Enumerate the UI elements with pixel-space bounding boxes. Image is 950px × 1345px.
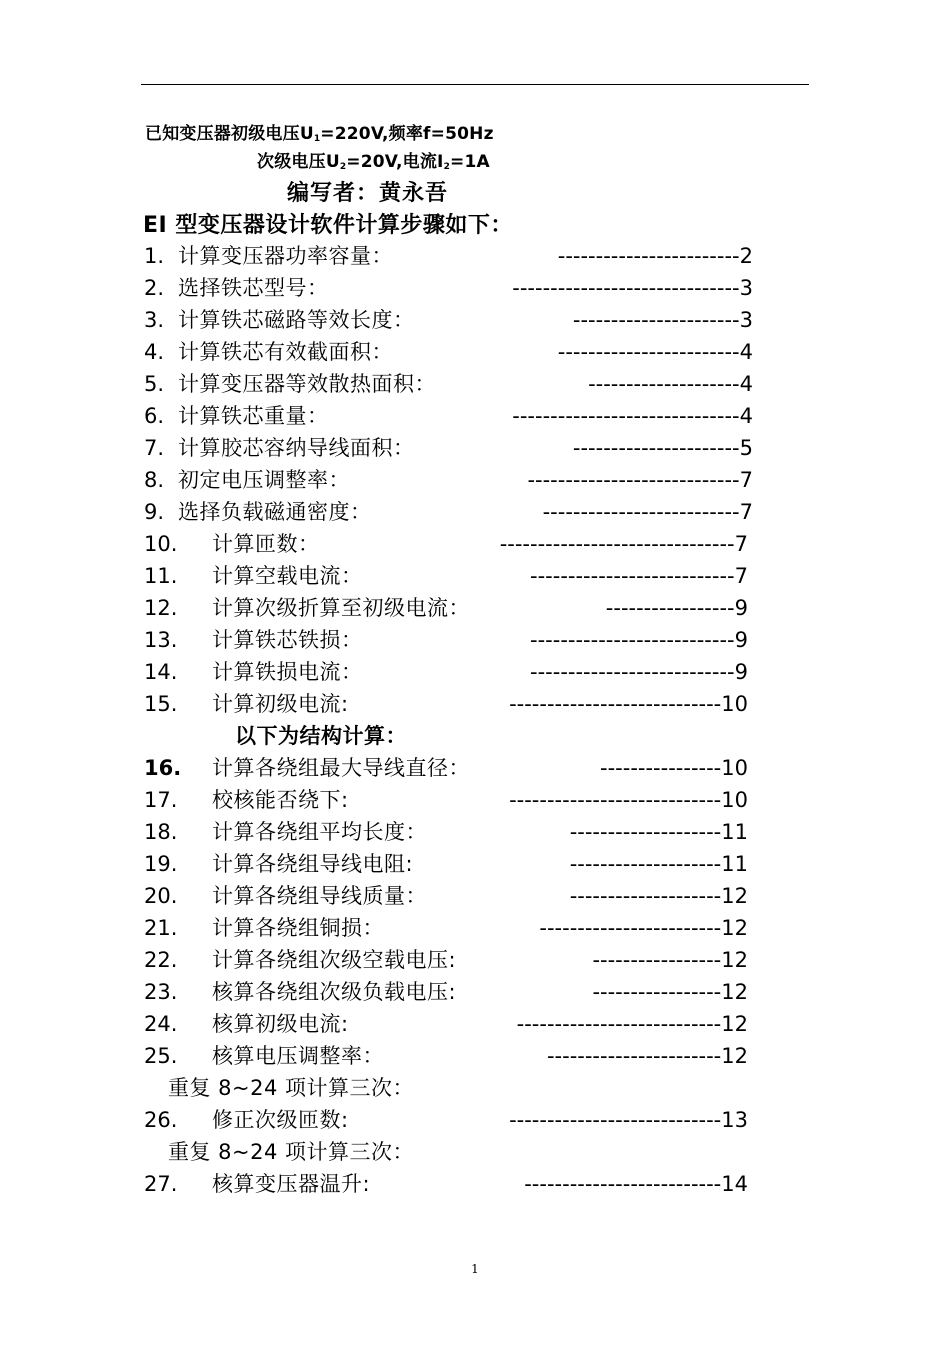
toc-title: 计算各绕组铜损： [212,916,384,940]
toc-page: ---------------------------12 [516,1012,748,1036]
toc-page: ------------------------12 [539,916,748,940]
toc-page: ------------------------------4 [512,404,753,428]
toc-title: 计算胶芯容纳导线面积： [178,436,415,460]
toc-page: --------------------11 [569,852,748,876]
toc-title: 计算变压器等效散热面积： [178,372,436,396]
toc-entry [0,560,950,592]
toc-title: 核算变压器温升: [212,1172,371,1196]
toc-number: 12. [144,596,178,620]
toc-number: 24. [144,1012,178,1036]
toc-page: -----------------12 [592,980,748,1004]
toc-page: ----------------10 [600,756,748,780]
toc-page: -----------------12 [592,948,748,972]
given-primary-label: 已知变压器初级电压 [145,124,300,144]
toc-page: --------------------------7 [542,500,753,524]
toc-number: 21. [144,916,178,940]
toc-entry [0,336,950,368]
toc-number: 8. [144,468,165,492]
header-rule [141,84,809,85]
toc-page: --------------------11 [569,820,748,844]
toc-number: 1. [144,244,165,268]
toc-entry [0,272,950,304]
subscript: 2 [443,162,451,172]
toc-entry [0,752,950,784]
symbol-u: U [325,152,340,172]
toc-entry [0,976,950,1008]
toc-title: 计算各绕组次级空载电压: [212,948,457,972]
toc-page: --------------------12 [569,884,748,908]
toc-page: ---------------------------7 [530,564,748,588]
toc-entry [0,304,950,336]
toc-page: ---------------------------9 [530,660,748,684]
toc-note [0,1136,950,1168]
toc-title: 计算铁损电流： [212,660,363,684]
toc-title: 计算铁芯有效截面积： [178,340,393,364]
toc-entry [0,240,950,272]
toc-title: 计算铁芯磁路等效长度： [178,308,415,332]
toc-number: 16. [144,756,182,780]
toc-page: --------------------4 [588,372,753,396]
toc-entry [0,912,950,944]
given-secondary-label: 次级电压 [257,152,326,172]
toc-number: 9. [144,500,165,524]
toc-title: 计算次级折算至初级电流： [212,596,470,620]
toc-page: ----------------------------7 [527,468,753,492]
toc-entry [0,464,950,496]
toc-number: 13. [144,628,178,652]
toc-page: -------------------------------7 [499,532,748,556]
symbol-u: U [299,124,314,144]
toc-note [0,1072,950,1104]
toc-heading: EI 型变压器设计软件计算步骤如下： [143,213,513,238]
toc-entry [0,592,950,624]
page-number: 1 [471,1262,479,1276]
given-primary-line [145,119,494,144]
toc-entry [0,880,950,912]
toc-entry [0,400,950,432]
given-primary-values: =220V,频率f=50Hz [320,124,494,144]
given-secondary-voltage: =20V,电流 [346,152,438,172]
subscript: 1 [313,134,321,144]
toc-entry [0,944,950,976]
subscript: 2 [339,162,347,172]
toc-entry [0,1104,950,1136]
author-line: 编写者：黄永吾 [287,181,449,206]
toc-page: ----------------------5 [572,436,753,460]
toc-number: 5. [144,372,165,396]
toc-entry [0,496,950,528]
toc-title: 计算各绕组导线质量： [212,884,427,908]
toc-number: 23. [144,980,178,1004]
toc-title: 计算匝数： [212,532,320,556]
toc-title: 计算空载电流： [212,564,363,588]
toc-page: ----------------------------13 [509,1108,748,1132]
toc-entry [0,528,950,560]
toc-page: -----------------------12 [546,1044,748,1068]
toc-title: 选择负载磁通密度： [178,500,372,524]
toc-title: 校核能否绕下: [212,788,349,812]
toc-number: 7. [144,436,165,460]
toc-page: ----------------------3 [572,308,753,332]
toc-number: 22. [144,948,178,972]
toc-title: 修正次级匝数: [212,1108,349,1132]
toc-number: 11. [144,564,178,588]
toc-entry [0,624,950,656]
repeat-note: 重复 8~24 项计算三次： [168,1140,415,1164]
toc-entry [0,1008,950,1040]
toc-number: 19. [144,852,178,876]
toc-entry [0,432,950,464]
toc-page: ---------------------------9 [530,628,748,652]
toc-number: 18. [144,820,178,844]
toc-number: 2. [144,276,165,300]
toc-title: 计算初级电流: [212,692,349,716]
toc-number: 6. [144,404,165,428]
symbol-i: I [437,152,444,172]
toc-number: 17. [144,788,178,812]
toc-title: 核算各绕组次级负载电压: [212,980,457,1004]
toc-title: 计算各绕组最大导线直径： [212,756,470,780]
toc-entry [0,1040,950,1072]
section-title: 以下为结构计算： [235,724,407,748]
toc-number: 20. [144,884,178,908]
toc-entry [0,784,950,816]
toc-title: 选择铁芯型号： [178,276,329,300]
toc-section-heading [0,720,950,752]
toc-title: 计算各绕组导线电阻: [212,852,414,876]
toc-number: 15. [144,692,178,716]
toc-page: ------------------------2 [557,244,753,268]
toc-number: 14. [144,660,178,684]
toc-page: ------------------------4 [557,340,753,364]
toc-number: 26. [144,1108,178,1132]
toc-entry [0,368,950,400]
toc-title: 计算铁芯铁损： [212,628,363,652]
toc-entry [0,1168,950,1200]
toc-page: -----------------9 [605,596,748,620]
toc-entry [0,816,950,848]
toc-title: 核算初级电流: [212,1012,349,1036]
toc-number: 3. [144,308,165,332]
toc-title: 计算铁芯重量： [178,404,329,428]
toc-number: 25. [144,1044,178,1068]
toc-title: 初定电压调整率： [178,468,350,492]
toc-number: 10. [144,532,178,556]
toc-title: 计算变压器功率容量： [178,244,393,268]
toc-page: --------------------------14 [524,1172,748,1196]
repeat-note: 重复 8~24 项计算三次： [168,1076,415,1100]
toc-number: 4. [144,340,165,364]
toc-entry [0,688,950,720]
toc-title: 核算电压调整率： [212,1044,384,1068]
toc-page: ----------------------------10 [509,692,748,716]
given-secondary-current: =1A [450,152,490,172]
toc-page: ----------------------------10 [509,788,748,812]
given-secondary-line [257,147,490,172]
toc-number: 27. [144,1172,178,1196]
toc-title: 计算各绕组平均长度： [212,820,427,844]
toc-entry [0,848,950,880]
toc-entry [0,656,950,688]
toc-page: ------------------------------3 [512,276,753,300]
